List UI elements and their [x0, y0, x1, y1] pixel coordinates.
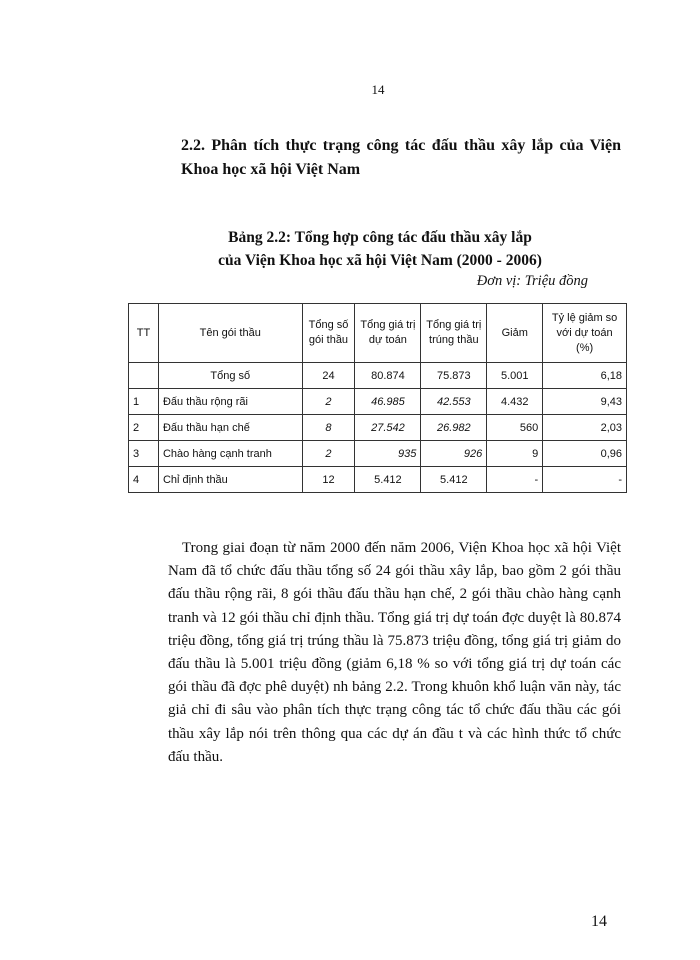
cell-tt: 2 [129, 415, 159, 441]
body-paragraph: Trong giai đoạn từ năm 2000 đến năm 2006, Viện Khoa học xã hội Việt Nam đã tổ chức đấu thầu tổng số 24 gói thầu xây lắp, bao gồm 2 gói thầu đấu thầu rộng rãi, 8 gói thầu đấu thầu hạn chế, 2 gói thầu chào hàng cạnh tranh và 12 gói thầu chỉ định thầu. Tổng giá trị dự toán đợc duyệt là 80.874 triệu đồng, tổng giá trị trúng thầu là 75.873 triệu đồng, tổng giá trị giảm do đấu thầu là 5.001 triệu đồng (giảm 6,18 % so với tổng giá trị dự toán các gói thầu đã đợc phê duyệt) nh bảng 2.2. Trong khuôn khổ luận văn này, tác giả chỉ đi sâu vào phân tích thực trạng công tác tổ chức đấu thầu các gói thầu xây lắp nói trên thông qua các dự án đầu t và các hình thức tổ chức đấu thầu. [168, 540, 621, 765]
cell-count: 12 [302, 467, 355, 493]
table-row-total [129, 363, 627, 389]
section-heading: 2.2. Phân tích thực trạng công tác đấu thầu xây lắp của Viện Khoa học xã hội Việt Nam [181, 137, 621, 178]
body-text [168, 537, 621, 769]
cell-award: 75.873 [421, 363, 487, 389]
cell-award: 26.982 [421, 415, 487, 441]
cell-reduction: 560 [487, 415, 543, 441]
cell-name: Chỉ định thầu [158, 467, 302, 493]
table-title-line1: Bảng 2.2: Tổng hợp công tác đấu thầu xây lắp [228, 229, 532, 246]
table-header-row [129, 304, 627, 363]
cell-name: Tổng số [158, 363, 302, 389]
header-estimate: Tổng giá trị dự toán [355, 304, 421, 363]
cell-reduction: 5.001 [487, 363, 543, 389]
cell-rate: 6,18 [543, 363, 627, 389]
cell-estimate: 27.542 [355, 415, 421, 441]
cell-count: 8 [302, 415, 355, 441]
table-title-line2: của Viện Khoa học xã hội Việt Nam (2000 - 2006) [218, 252, 542, 269]
cell-tt: 1 [129, 389, 159, 415]
table-row [129, 389, 627, 415]
cell-reduction: 9 [487, 441, 543, 467]
table-row [129, 467, 627, 493]
cell-award: 42.553 [421, 389, 487, 415]
table-row [129, 415, 627, 441]
cell-reduction: - [487, 467, 543, 493]
cell-rate: - [543, 467, 627, 493]
cell-reduction: 4.432 [487, 389, 543, 415]
cell-count: 2 [302, 389, 355, 415]
cell-estimate: 935 [355, 441, 421, 467]
header-reduction: Giảm [487, 304, 543, 363]
cell-estimate: 5.412 [355, 467, 421, 493]
header-name: Tên gói thầu [158, 304, 302, 363]
page-number-bottom: 14 [591, 913, 607, 930]
cell-tt [129, 363, 159, 389]
cell-count: 24 [302, 363, 355, 389]
cell-estimate: 80.874 [355, 363, 421, 389]
cell-count: 2 [302, 441, 355, 467]
cell-rate: 2,03 [543, 415, 627, 441]
cell-name: Chào hàng cạnh tranh [158, 441, 302, 467]
cell-award: 926 [421, 441, 487, 467]
table-row [129, 441, 627, 467]
cell-name: Đấu thầu rộng rãi [158, 389, 302, 415]
bidding-summary-table [128, 303, 627, 493]
header-tt: TT [129, 304, 159, 363]
cell-name: Đấu thầu hạn chế [158, 415, 302, 441]
cell-estimate: 46.985 [355, 389, 421, 415]
cell-rate: 0,96 [543, 441, 627, 467]
header-count: Tổng số gói thầu [302, 304, 355, 363]
unit-note: Đơn vị: Triệu đồng [476, 273, 588, 289]
header-rate: Tỷ lệ giảm so với dự toán (%) [543, 304, 627, 363]
cell-rate: 9,43 [543, 389, 627, 415]
cell-award: 5.412 [421, 467, 487, 493]
cell-tt: 3 [129, 441, 159, 467]
cell-tt: 4 [129, 467, 159, 493]
header-award: Tổng giá trị trúng thầu [421, 304, 487, 363]
page-number-top: 14 [371, 82, 385, 97]
table-title [120, 226, 640, 272]
